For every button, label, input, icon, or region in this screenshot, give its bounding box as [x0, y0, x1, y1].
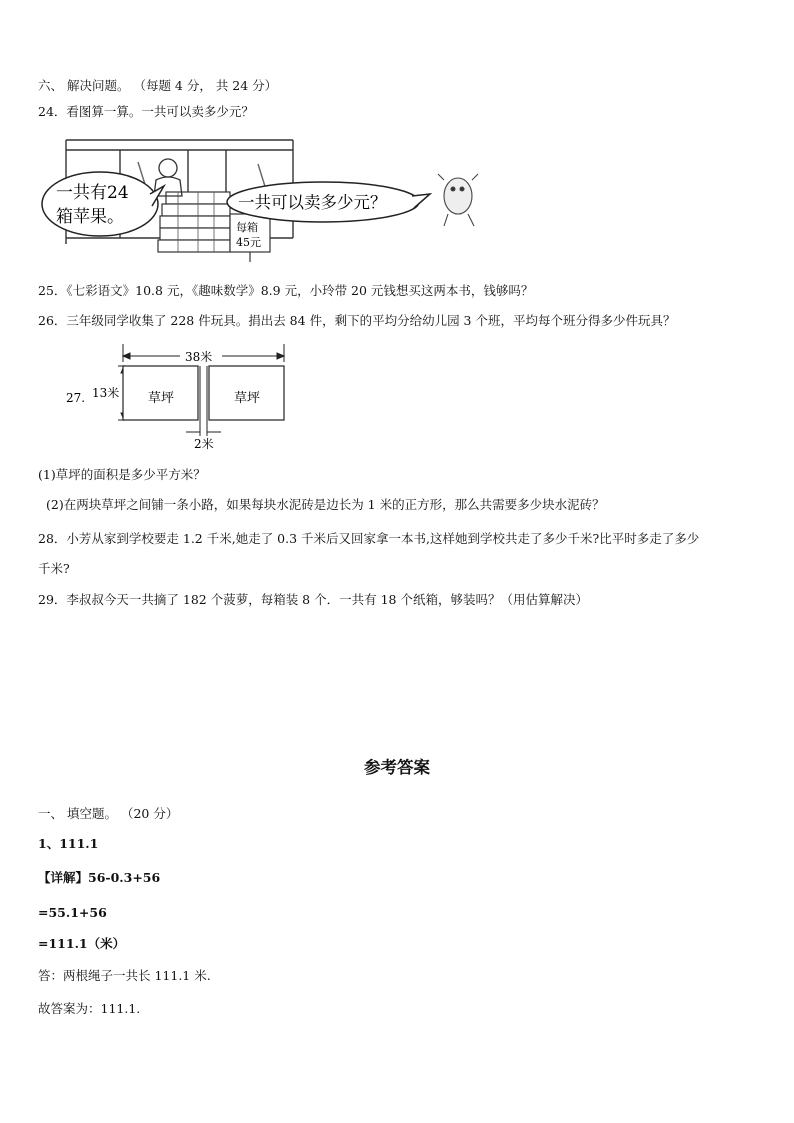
- question-29: 29．李叔叔今天一共摘了 182 个菠萝，每箱装 8 个．一共有 18 个纸箱，够装吗？（用估算解决）: [38, 592, 588, 607]
- q28-line1: 28．小芳从家到学校要走 1.2 千米,她走了 0.3 千米后又回家拿一本书,这样她到学校共走了多少千米?比平时多走了多少: [38, 531, 700, 546]
- answer-step2: =111.1（米）: [38, 936, 126, 951]
- width-label: 38米: [185, 350, 213, 364]
- answer-final: 故答案为：111.1.: [38, 1001, 141, 1016]
- q27-sub1: (1)草坪的面积是多少平方米？: [38, 467, 206, 482]
- answer-reply: 答：两根绳子一共长 111.1 米.: [38, 968, 211, 983]
- price-sign-line2: 45元: [236, 236, 261, 249]
- answers-title: 参考答案: [364, 758, 430, 777]
- question-24: 24．看图算一算。一共可以卖多少元？: [38, 104, 254, 119]
- question-26: 26．三年级同学收集了 228 件玩具。捐出去 84 件，剩下的平均分给幼儿园 3 个班，平均每个班分得多少件玩具？: [38, 313, 676, 328]
- price-sign-line1: 每箱: [236, 221, 258, 234]
- question-25: 25．《七彩语文》10.8 元，《趣味数学》8.9 元，小玲带 20 元钱想买这两本书，钱够吗？: [38, 283, 534, 298]
- path-label: 2米: [194, 437, 214, 451]
- right-bubble: 一共可以卖多少元？: [238, 193, 387, 212]
- answer-step1: =55.1+56: [38, 905, 107, 920]
- q27-number: 27.: [66, 391, 86, 405]
- section6-heading: 六、 解决问题。 （每题 4 分， 共 24 分）: [38, 78, 278, 93]
- q27-sub2: (2)在两块草坪之间铺一条小路，如果每块水泥砖是边长为 1 米的正方形，那么共需要多少块水泥砖？: [46, 497, 605, 512]
- lawn-left: 草坪: [148, 391, 175, 406]
- answers-section1: 一、 填空题。 （20 分）: [38, 806, 179, 821]
- left-bubble-line2: 箱苹果。: [56, 207, 124, 227]
- q28-line2: 千米?: [38, 561, 70, 576]
- creature-icon: [438, 174, 478, 226]
- q24-illustration: [38, 134, 498, 266]
- q27-diagram: [60, 340, 300, 455]
- answer-detail: 【详解】56-0.3+56: [38, 870, 161, 885]
- height-label: 13米: [92, 386, 120, 400]
- left-bubble-line1: 一共有24: [56, 183, 129, 203]
- lawn-right: 草坪: [234, 391, 261, 406]
- answer-1: 1、111.1: [38, 836, 99, 851]
